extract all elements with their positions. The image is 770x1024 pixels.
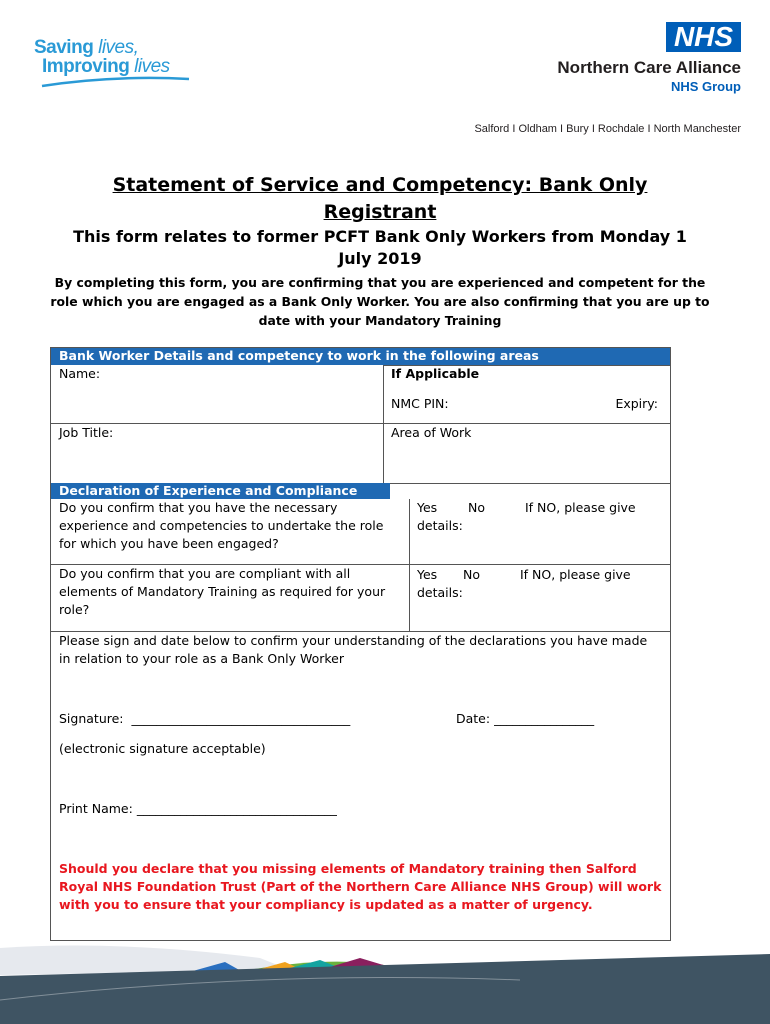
q1-no-label: No bbox=[468, 500, 485, 515]
section1-header: Bank Worker Details and competency to work in the following areas bbox=[51, 348, 670, 365]
q1-details-label[interactable]: details: bbox=[417, 518, 463, 533]
question-2: Do you confirm that you are compliant with all elements of Mandatory Training as required for your role? bbox=[59, 566, 386, 617]
slogan-word-lives: lives, bbox=[98, 37, 139, 58]
warning-text: Should you declare that you missing elements of Mandatory training then Salford Royal NHS Foundation Trust (Part of the Northern Care Alliance NHS Group) will work with you to ensure that your compliancy is updated as a matter of urgency. bbox=[59, 861, 662, 912]
section2-divider bbox=[409, 499, 410, 631]
section2-header: Declaration of Experience and Compliance bbox=[51, 483, 390, 499]
nhs-logo: NHS bbox=[666, 22, 741, 52]
org-name: Northern Care Alliance bbox=[557, 58, 741, 77]
q2-yes-option[interactable] bbox=[417, 566, 437, 585]
signature-row[interactable] bbox=[59, 710, 350, 728]
q2-if-no-label: If NO, please give bbox=[520, 567, 631, 582]
print-name-label: Print Name: bbox=[59, 801, 133, 816]
q1-if-no-label: If NO, please give bbox=[525, 500, 636, 515]
section2-right-top-line bbox=[390, 483, 670, 484]
job-title-field[interactable] bbox=[51, 424, 383, 483]
date-line[interactable]: ________________ bbox=[494, 711, 595, 726]
q1-yes-option[interactable] bbox=[417, 499, 437, 518]
name-label: Name: bbox=[59, 366, 101, 381]
question-1: Do you confirm that you have the necessary experience and competencies to undertake the role for which you have been engaged? bbox=[59, 500, 384, 551]
slogan-swoosh-icon bbox=[34, 75, 194, 89]
nmc-pin-label: NMC PIN: bbox=[391, 396, 449, 411]
q2-details-label[interactable]: details: bbox=[417, 585, 463, 600]
slogan-word-improving: Improving bbox=[42, 56, 130, 77]
document-title: Statement of Service and Competency: Bank Only Registrant bbox=[112, 174, 648, 223]
if-applicable-label: If Applicable bbox=[391, 366, 480, 381]
nmc-pin-field[interactable] bbox=[383, 392, 670, 422]
print-name-line[interactable]: ________________________________ bbox=[136, 801, 337, 816]
q1-yes-label: Yes bbox=[417, 500, 438, 515]
print-name-row[interactable] bbox=[59, 800, 337, 818]
q2-no-label: No bbox=[463, 567, 480, 582]
document-intro: By completing this form, you are confirming that you are experienced and competent for the role which you are engaged as a Bank Only Worker. You are also confirming that you are up to date with your Mandatory Training bbox=[50, 275, 710, 328]
slogan-word-lives-2: lives bbox=[134, 56, 170, 77]
expiry-label: Expiry: bbox=[615, 396, 658, 411]
declaration-text: Please sign and date below to confirm your understanding of the declarations you have made in relation to your role as a Bank Only Worker bbox=[59, 633, 648, 666]
footer-band bbox=[0, 940, 770, 1024]
date-row[interactable] bbox=[456, 710, 594, 728]
signature-label: Signature: bbox=[59, 711, 124, 726]
q1-no-option[interactable] bbox=[468, 499, 485, 518]
q2-yes-label: Yes bbox=[417, 567, 438, 582]
area-of-work-field[interactable] bbox=[384, 424, 670, 483]
job-title-label: Job Title: bbox=[59, 425, 114, 440]
area-of-work-label: Area of Work bbox=[391, 425, 472, 440]
electronic-signature-note: (electronic signature acceptable) bbox=[59, 741, 266, 756]
slogan-logo bbox=[34, 37, 204, 97]
org-group: NHS Group bbox=[670, 79, 741, 94]
signature-line[interactable]: ___________________________________ bbox=[131, 711, 351, 726]
locations-line: Salford I Oldham I Bury I Rochdale I North Manchester bbox=[474, 123, 741, 135]
statement-form bbox=[50, 347, 671, 941]
document-subtitle: This form relates to former PCFT Bank Only Workers from Monday 1 July 2019 bbox=[73, 227, 687, 268]
date-label: Date: bbox=[456, 711, 491, 726]
q2-no-option[interactable] bbox=[463, 566, 480, 585]
slogan-word-saving: Saving bbox=[34, 37, 94, 58]
name-field[interactable] bbox=[51, 365, 383, 423]
